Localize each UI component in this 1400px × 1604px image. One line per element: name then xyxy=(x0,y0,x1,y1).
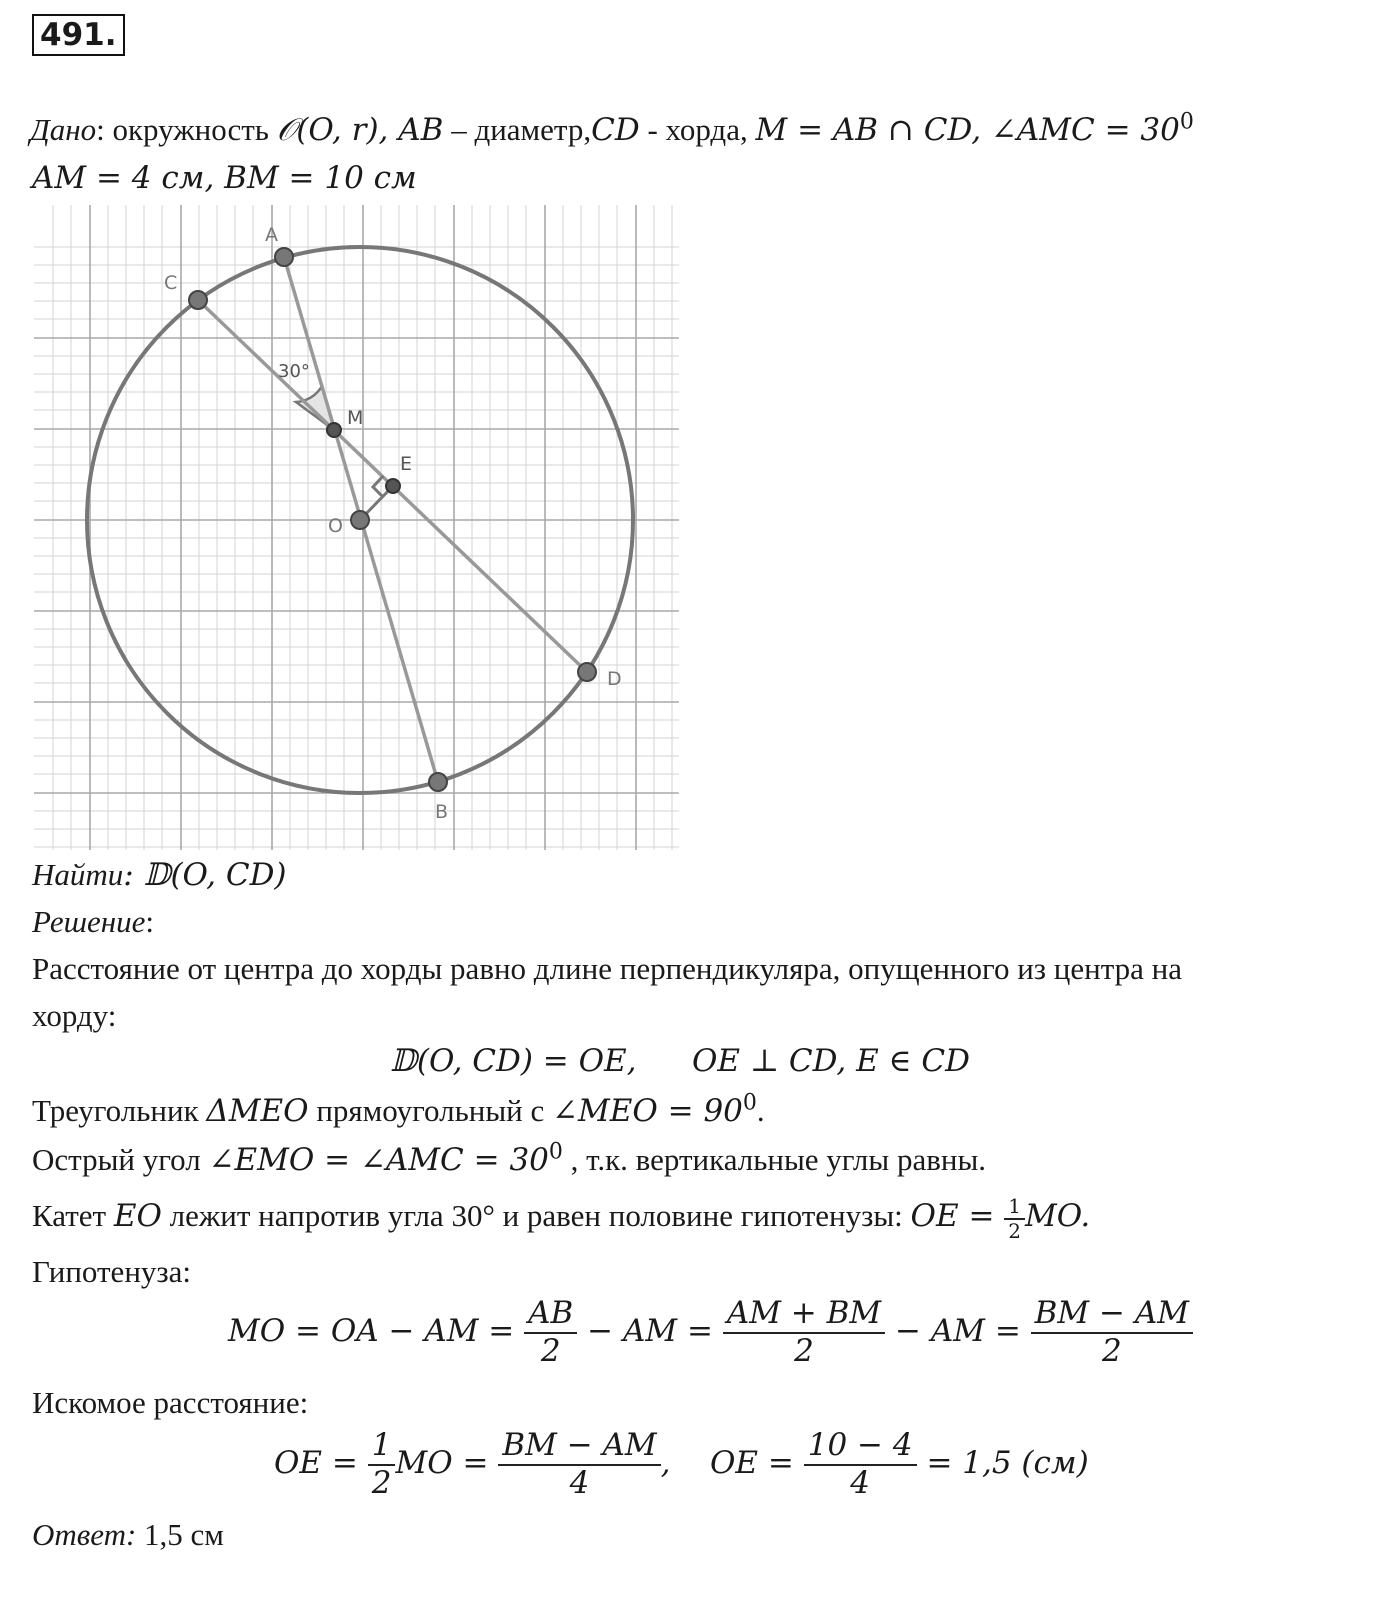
f3-den-3: 4 xyxy=(850,1464,871,1501)
given-line-1 xyxy=(30,110,1194,150)
p3-angle: ∠EMO = ∠AMC = 30 xyxy=(208,1142,549,1178)
solution-label-text: Решение xyxy=(32,904,146,939)
formula-distance-left: 𝔻(O, CD) = OE, xyxy=(390,1043,637,1079)
p2-triangle: ΔMEO xyxy=(206,1093,309,1129)
p2-sup: 0 xyxy=(742,1090,757,1116)
f3-num-3: 10 − 4 xyxy=(804,1428,917,1466)
point-d xyxy=(578,663,596,681)
formula-distance-right: OE ⊥ CD, E ∈ CD xyxy=(692,1043,970,1079)
find-expr: : 𝔻(O, CD) xyxy=(123,857,287,893)
p4-oe: OE = xyxy=(910,1198,1005,1235)
p2-text-a: Треугольник xyxy=(32,1093,207,1128)
answer-label: Ответ: xyxy=(32,1517,137,1552)
point-e xyxy=(386,479,400,493)
f2-part-c: − AM = xyxy=(885,1313,1031,1350)
given-text-3: - хорда, xyxy=(639,112,756,147)
f2-num-2: AM + BM xyxy=(723,1296,885,1334)
given-circle-symbol: 𝒪 xyxy=(276,112,297,148)
point-b xyxy=(429,773,447,791)
p4-mo: MO. xyxy=(1025,1198,1091,1235)
point-c xyxy=(189,291,207,309)
formula-answer-right xyxy=(710,1428,1089,1501)
paragraph-2 xyxy=(32,1091,765,1131)
point-m xyxy=(327,423,341,437)
given-text-1: : окружность xyxy=(96,112,277,147)
f2-part-b: − AM = xyxy=(577,1313,723,1350)
p3-sup: 0 xyxy=(548,1139,563,1165)
label-o: O xyxy=(328,515,343,537)
f2-frac-3 xyxy=(1031,1296,1193,1369)
label-d: D xyxy=(607,668,622,690)
formula-answer-left xyxy=(274,1428,671,1501)
p2-angle: ∠MEO = 90 xyxy=(552,1093,743,1129)
problem-number: 491. xyxy=(32,14,125,56)
paragraph-1-line-1: Расстояние от центра до хорды равно длине перпендикуляра, опущенного из центра на xyxy=(32,951,1183,986)
label-m: M xyxy=(347,407,364,429)
paragraph-1-line-2: хорду: xyxy=(32,998,117,1033)
p4-text-a: Катет xyxy=(32,1198,114,1234)
f3-part-e: OE = xyxy=(710,1445,804,1482)
given-math-2: CD xyxy=(591,112,640,148)
f3-part-b: MO = xyxy=(395,1445,499,1482)
p2-text-e: . xyxy=(756,1093,765,1128)
find-line xyxy=(32,855,287,895)
f2-den-1: 2 xyxy=(540,1332,561,1369)
given-math-3: M = AB ∩ CD, ∠AMC = 30 xyxy=(755,112,1180,148)
f3-frac-1 xyxy=(368,1428,396,1501)
given-math-1: (O, r), AB xyxy=(296,112,444,148)
f2-part-a: MO = OA − AM = xyxy=(228,1313,525,1350)
angle-label: 30° xyxy=(278,361,310,382)
point-a xyxy=(275,248,293,266)
given-line-2: AM = 4 см, BM = 10 см xyxy=(32,160,417,196)
given-text-2: – диаметр, xyxy=(443,112,592,147)
solution-label: Решение: xyxy=(32,904,154,939)
formula-hypotenuse xyxy=(228,1296,1193,1369)
f3-part-a: OE = xyxy=(274,1445,368,1482)
p3-text-a: Острый угол xyxy=(32,1142,209,1177)
f2-den-3: 2 xyxy=(1101,1332,1122,1369)
label-e: E xyxy=(400,453,413,475)
paragraph-3 xyxy=(32,1140,986,1180)
answer-value: 1,5 см xyxy=(136,1517,224,1552)
find-label: Найти xyxy=(32,857,124,892)
label-b: B xyxy=(435,801,449,823)
paragraph-4 xyxy=(32,1195,1090,1243)
f3-num-1: 1 xyxy=(368,1428,396,1466)
f2-num-1: AB xyxy=(524,1296,577,1334)
f3-frac-2 xyxy=(498,1428,660,1501)
f2-frac-1 xyxy=(524,1296,577,1369)
f2-num-3: BM − AM xyxy=(1031,1296,1193,1334)
geometry-figure xyxy=(34,205,679,850)
p4-frac-den: 2 xyxy=(1008,1219,1022,1243)
f2-den-2: 2 xyxy=(794,1332,814,1369)
f3-result: = 1,5 (см) xyxy=(916,1445,1089,1482)
paragraph-5: Гипотенуза: xyxy=(32,1254,192,1289)
point-o xyxy=(351,511,369,529)
f3-den-1: 2 xyxy=(371,1464,392,1501)
label-a: A xyxy=(265,224,278,246)
f3-frac-3 xyxy=(804,1428,917,1501)
f3-num-2: BM − AM xyxy=(498,1428,660,1466)
p4-frac-num: 1 xyxy=(1004,1195,1025,1220)
given-label: Дано xyxy=(30,112,97,147)
p3-text-c: , т.к. вертикальные углы равны. xyxy=(562,1142,987,1177)
paragraph-6: Искомое расстояние: xyxy=(32,1385,309,1420)
answer-line xyxy=(32,1515,224,1555)
label-c: C xyxy=(164,272,178,294)
f3-part-c: , xyxy=(660,1445,671,1482)
f2-frac-2 xyxy=(723,1296,885,1369)
f3-den-2: 4 xyxy=(569,1464,590,1501)
p4-text-c: лежит напротив угла 30° и равен половине гипотенузы: xyxy=(161,1198,911,1234)
p4-leg: EO xyxy=(113,1198,162,1235)
p2-text-c: прямоугольный с xyxy=(308,1093,553,1128)
p4-fraction xyxy=(1004,1195,1025,1243)
given-degree-sup: 0 xyxy=(1179,109,1194,135)
